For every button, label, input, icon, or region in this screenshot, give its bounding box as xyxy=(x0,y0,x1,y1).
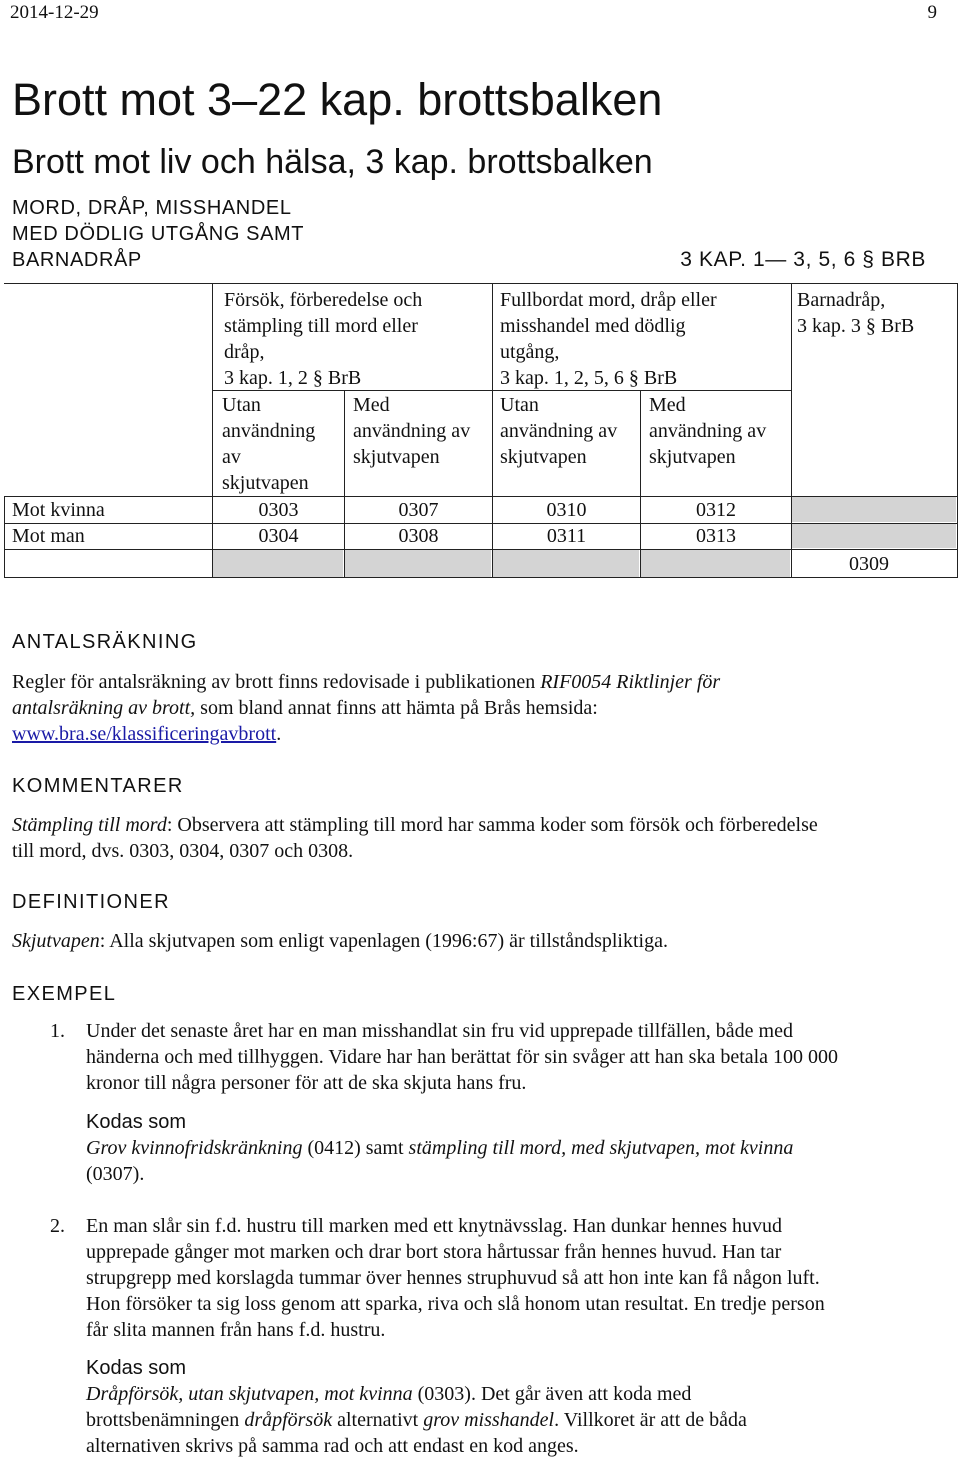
example-number: 1. xyxy=(50,1020,65,1042)
offence-name: grov misshandel xyxy=(423,1409,555,1431)
subheader-completed-without-firearm xyxy=(500,392,617,470)
coded-as-label: Kodas som xyxy=(86,1111,187,1133)
paragraph-line xyxy=(12,669,720,695)
header-line: Fullbordat mord, dråp eller xyxy=(500,289,717,311)
paragraph-line xyxy=(86,1407,747,1433)
paragraph-line: kronor till några personer för att de ska skjuta hans fru. xyxy=(86,1072,527,1094)
paragraph-line xyxy=(86,1135,793,1161)
header-line: skjutvapen xyxy=(353,446,440,468)
table-line xyxy=(640,390,641,578)
paragraph-line: (0307). xyxy=(86,1163,145,1185)
code-cell: 0304 xyxy=(258,525,299,547)
chapter-reference: 3 KAP. 1— 3, 5, 6 § BRB xyxy=(680,248,926,271)
code-cell: 0311 xyxy=(546,525,587,547)
offence-name: stämpling till mord, med skjutvapen, mot kvinna xyxy=(408,1137,794,1159)
paragraph-line xyxy=(12,695,720,721)
header-line: dråp, xyxy=(224,341,265,363)
paragraph-line xyxy=(86,1381,747,1407)
code-cell: 0310 xyxy=(546,499,587,521)
chapter-heading-line-1: MORD, DRÅP, MISSHANDEL xyxy=(12,197,292,219)
header-line: Med xyxy=(649,394,686,416)
website-link[interactable]: www.bra.se/klassificeringavbrott xyxy=(12,723,277,745)
paragraph-line: Under det senaste året har en man misshandlat sin fru vid upprepade tillfällen, både med xyxy=(86,1020,793,1042)
publication-title: RIF0054 Riktlinjer för xyxy=(540,671,721,693)
offence-name: Grov kvinnofridskränkning xyxy=(86,1137,303,1159)
section-heading-definitions: DEFINITIONER xyxy=(12,891,170,913)
text-span: (0412) samt xyxy=(302,1137,409,1159)
page-title: Brott mot 3–22 kap. brottsbalken xyxy=(12,74,663,125)
paragraph-line: Hon försöker ta sig loss genom att sparka, riva och slå honom utan resultat. En tredje person xyxy=(86,1293,825,1315)
table-line xyxy=(344,390,345,578)
table-line xyxy=(4,496,5,578)
paragraph-line: En man slår sin f.d. hustru till marken med ett knytnävsslag. Han dunkar hennes huvud xyxy=(86,1215,782,1237)
text-span: brottsbenämningen xyxy=(86,1409,245,1431)
paragraph-line xyxy=(12,721,720,747)
text-span: Regler för antalsräkning av brott finns redovisade i publikationen xyxy=(12,671,541,693)
example-number: 2. xyxy=(50,1215,65,1237)
header-line: 3 kap. 3 § BrB xyxy=(797,315,915,337)
subheader-attempt-with-firearm xyxy=(353,392,470,470)
header-line: Försök, förberedelse och xyxy=(224,289,423,311)
table-line xyxy=(957,283,958,578)
counting-paragraph xyxy=(12,669,720,747)
paragraph-line: händerna och med tillhyggen. Vidare har han berättat för sin svåger att han ska betala 100 000 xyxy=(86,1046,839,1068)
group-header-completed xyxy=(500,287,717,391)
row-label: Mot man xyxy=(12,525,85,547)
page-number: 9 xyxy=(927,2,937,23)
term: Skjutvapen xyxy=(12,930,100,952)
header-line: skjutvapen xyxy=(500,446,587,468)
shaded-cell xyxy=(493,550,639,577)
classification-table xyxy=(0,0,960,600)
header-line: Barnadråp, xyxy=(797,289,886,311)
code-cell-infanticide: 0309 xyxy=(849,553,889,575)
code-cell: 0312 xyxy=(696,499,736,521)
section-heading-examples: EXEMPEL xyxy=(12,983,117,1005)
header-line: Med xyxy=(353,394,390,416)
group-header-infanticide xyxy=(797,287,914,339)
group-header-attempt xyxy=(224,287,422,391)
publication-title: antalsräkning av brott, xyxy=(12,697,196,719)
code-cell: 0307 xyxy=(398,499,439,521)
example-2-text xyxy=(86,1213,825,1343)
example-1-text xyxy=(86,1018,838,1096)
row-label: Mot kvinna xyxy=(12,499,105,521)
shaded-cell xyxy=(641,550,790,577)
chapter-heading-line-2: MED DÖDLIG UTGÅNG SAMT xyxy=(12,223,305,245)
header-line: skjutvapen xyxy=(649,446,736,468)
page-subtitle: Brott mot liv och hälsa, 3 kap. brottsbalken xyxy=(12,143,653,181)
paragraph-line: strupgrepp med korslagda tummar över hennes struphuvud så att hon inte kan få någon luft. xyxy=(86,1267,820,1289)
header-line: Utan xyxy=(222,394,261,416)
header-line: användning av xyxy=(353,420,471,442)
header-line: misshandel med dödlig xyxy=(500,315,686,337)
header-line: av xyxy=(222,446,241,468)
paragraph-line: till mord, dvs. 0303, 0304, 0307 och 0308. xyxy=(12,840,354,862)
offence-name: Dråpförsök, utan skjutvapen, mot kvinna xyxy=(86,1383,413,1405)
header-line: användning av xyxy=(500,420,618,442)
text-span: . Villkoret är att de båda xyxy=(554,1409,747,1431)
paragraph-line: alternativen skrivs på samma rad och att endast en kod anges. xyxy=(86,1435,579,1457)
example-2-coding xyxy=(86,1381,747,1459)
term: Stämpling till mord xyxy=(12,814,167,836)
section-heading-counting: ANTALSRÄKNING xyxy=(12,631,198,653)
code-cell: 0308 xyxy=(398,525,439,547)
offence-name: dråpförsök xyxy=(244,1409,333,1431)
header-line: 3 kap. 1, 2 § BrB xyxy=(224,367,362,389)
shaded-cell xyxy=(792,497,956,522)
table-line xyxy=(791,283,792,578)
table-line xyxy=(4,577,958,578)
header-line: användning xyxy=(222,420,316,442)
header-line: Utan xyxy=(500,394,539,416)
chapter-heading-line-3: BARNADRÅP xyxy=(12,249,142,271)
header-line: användning av xyxy=(649,420,767,442)
shaded-cell xyxy=(345,550,491,577)
table-line xyxy=(4,283,958,284)
paragraph-line: får slita mannen från hans f.d. hustru. xyxy=(86,1319,386,1341)
text-span: alternativt xyxy=(332,1409,424,1431)
coded-as-label: Kodas som xyxy=(86,1357,187,1379)
comments-paragraph xyxy=(12,812,818,864)
paragraph-line: upprepade gånger mot marken och drar bort stora hårtussar från hennes huvud. Han tar xyxy=(86,1241,782,1263)
code-cell: 0313 xyxy=(696,525,736,547)
shaded-cell xyxy=(213,550,343,577)
text-span: . xyxy=(276,723,282,745)
subheader-completed-with-firearm xyxy=(649,392,766,470)
subheader-attempt-without-firearm xyxy=(222,392,315,496)
text-span: : Alla skjutvapen som enligt vapenlagen (1996:67) är tillståndspliktiga. xyxy=(99,930,668,952)
header-date: 2014-12-29 xyxy=(10,2,99,23)
paragraph-line xyxy=(12,812,818,838)
section-heading-comments: KOMMENTARER xyxy=(12,775,184,797)
text-span: som bland annat finns att hämta på Brås hemsida: xyxy=(195,697,598,719)
text-span: : Observera att stämpling till mord har samma koder som försök och förberedelse xyxy=(166,814,818,836)
header-line: 3 kap. 1, 2, 5, 6 § BrB xyxy=(500,367,678,389)
header-line: stämpling till mord eller xyxy=(224,315,418,337)
header-line: utgång, xyxy=(500,341,560,363)
table-line xyxy=(4,549,958,550)
header-line: skjutvapen xyxy=(222,472,309,494)
shaded-cell xyxy=(792,524,956,548)
code-cell: 0303 xyxy=(258,499,299,521)
paragraph-line xyxy=(12,928,668,954)
example-1-coding xyxy=(86,1135,793,1187)
definitions-paragraph xyxy=(12,928,668,954)
text-span: (0303). Det går även att koda med xyxy=(412,1383,692,1405)
